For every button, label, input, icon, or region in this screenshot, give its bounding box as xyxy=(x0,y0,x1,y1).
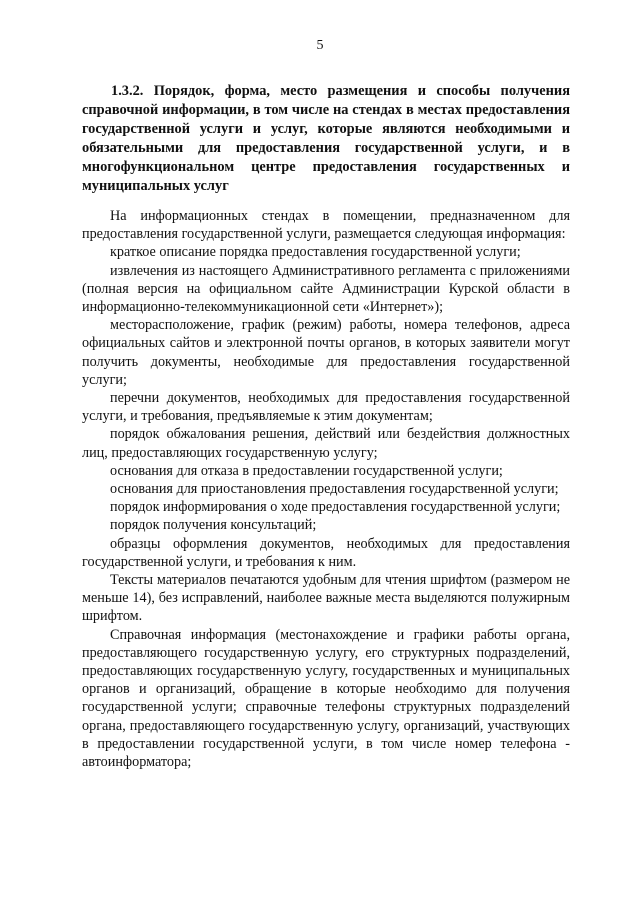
list-item: образцы оформления документов, необходимых для предоставления государственной услуги, и требования к ним. xyxy=(82,535,570,570)
list-item: краткое описание порядка предоставления государственной услуги; xyxy=(110,244,521,261)
list-item: извлечения из настоящего Административного регламента с приложениями (полная версия на официальном сайте Администрации Курской области в информационно-телекоммуникационной сети «Интернет»); xyxy=(82,262,570,316)
page-number: 5 xyxy=(316,38,324,53)
list-item: месторасположение, график (режим) работы, номера телефонов, адреса официальных сайтов и электронной почты органов, в которых заявители могут получить документы, необходимые для предоставления государственной услуги; xyxy=(82,317,570,388)
paragraph: Справочная информация (местонахождение и графики работы органа, предоставляющего государственную услугу, его структурных подразделений, предоставляющих государственную услугу, государственных и муниципальных органов и организаций, обращение в которые необходимо для получения государственной услуги; справочные телефоны структурных подразделений органа, предоставляющего государственную услугу, организаций, участвующих в предоставлении государственной услуги, в том числе номер телефона - автоинформатора; xyxy=(82,626,570,771)
paragraph: Тексты материалов печатаются удобным для чтения шрифтом (размером не меньше 14), без исправлений, наиболее важные места выделяются полужирным шрифтом. xyxy=(82,572,570,625)
document-body xyxy=(82,207,570,771)
list-item: порядок получения консультаций; xyxy=(110,517,317,534)
list-item: основания для отказа в предоставлении государственной услуги; xyxy=(110,462,503,479)
list-item: основания для приостановления предоставления государственной услуги; xyxy=(110,481,559,498)
list-item: порядок обжалования решения, действий или бездействия должностных лиц, предоставляющих государственную услугу; xyxy=(82,426,570,461)
paragraph: На информационных стендах в помещении, предназначенном для предоставления государственной услуги, размещается следующая информация: xyxy=(82,208,570,243)
list-item: перечни документов, необходимых для предоставления государственной услуги, и требования, предъявляемые к этим документам; xyxy=(82,390,570,425)
list-item: порядок информирования о ходе предоставления государственной услуги; xyxy=(110,499,561,516)
section-heading: 1.3.2. Порядок, форма, место размещения и способы получения справочной информации, в том числе на стендах в местах предоставления государственной услуги и услуг, которые являются необходимыми и обязательными для предоставления государственной услуги, и в многофункциональном центре предоставления государственных и муниципальных услуг xyxy=(82,83,570,194)
